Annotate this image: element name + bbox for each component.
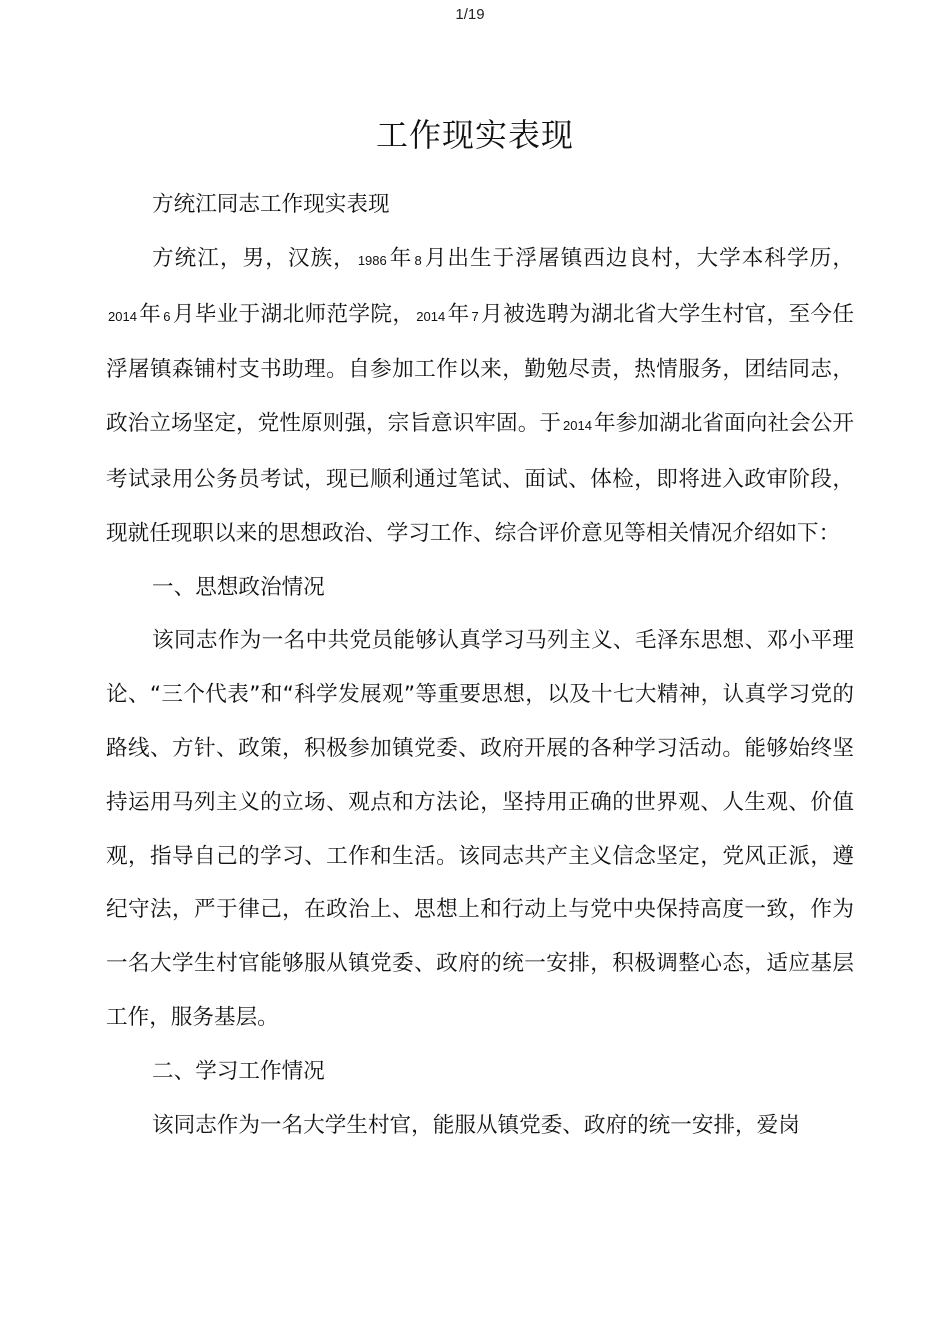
intro-text-8: 年参加湖北省面向社会公开考试录用公务员考试，现已顺利通过笔试、面试、体检，即将进入政审阶段，现就任现职以来的思想政治、学习工作、综合评价意见等相关情况介绍如下： (106, 411, 854, 546)
intro-text-3: 月出生于浮屠镇西边良村，大学本科学历， (423, 245, 854, 271)
document-title: 工作现实表现 (375, 116, 574, 154)
birth-month: 8 (414, 252, 422, 268)
section-1-paragraph: 该同志作为一名中共党员能够认真学习马列主义、毛泽东思想、邓小平理论、“三个代表”和“科学发展观”等重要思想，以及十七大精神，认真学习党的路线、方针、政策，积极参加镇党委、政府开展的各种学习活动。能够始终坚持运用马列主义的立场、观点和方法论，坚持用正确的世界观、人生观、价值观，指导自己的学习、工作和生活。该同志共产主义信念坚定，党风正派，遵纪守法，严于律己，在政治上、思想上和行动上与党中央保持高度一致，作为一名大学生村官能够服从镇党委、政府的统一安排，积极调整心态，适应基层工作，服务基层。 (106, 628, 854, 1030)
intro-text-6: 年 (447, 301, 470, 327)
intro-text-1: 方统江，男，汉族， (152, 245, 356, 271)
graduation-date (106, 302, 161, 327)
intro-paragraph (106, 232, 854, 561)
document-subtitle: 方统江同志工作现实表现 (152, 192, 390, 217)
graduation-month: 6 (163, 308, 171, 324)
intro-text-4: 年 (138, 301, 162, 327)
exam-year: 2014 (563, 418, 592, 434)
section-2-paragraph: 该同志作为一名大学生村官，能服从镇党委、政府的统一安排，爱岗 (152, 1112, 800, 1138)
document-body (106, 178, 854, 1152)
intro-text-2: 年 (388, 245, 413, 271)
birth-year: 1986 (357, 252, 387, 268)
selection-year: 2014 (416, 308, 446, 324)
section-1-heading: 一、思想政治情况 (152, 574, 325, 600)
intro-text-5: 月毕业于湖北师范学院， (172, 301, 415, 327)
selection-month: 7 (471, 308, 479, 324)
intro-text-7: 月被选聘为湖北省大学生村官，至今任浮屠镇森铺村支书助理。自参加工作以来，勤勉尽责，热情服务，团结同志，政治立场坚定，党性原则强，宗旨意识牢固。于 (106, 301, 854, 437)
graduation-year: 2014 (108, 308, 137, 324)
section-2-heading: 二、学习工作情况 (152, 1058, 325, 1084)
page-number: 1/19 (455, 6, 485, 23)
